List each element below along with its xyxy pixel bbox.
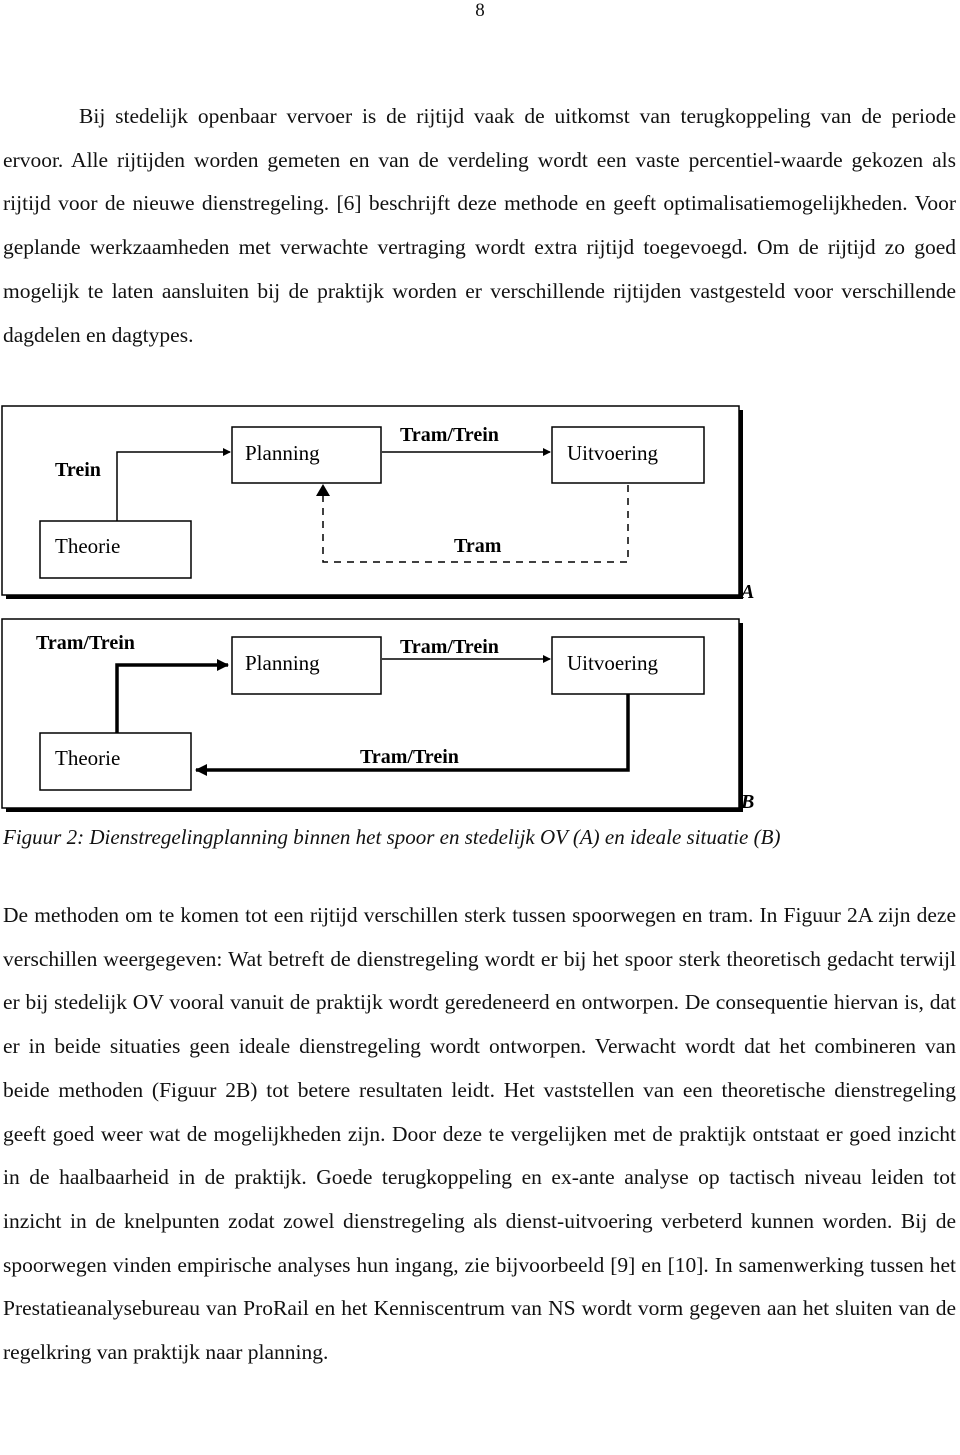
panel-b-theorie-label: Theorie bbox=[55, 746, 121, 770]
paragraph-intro: Bij stedelijk openbaar vervoer is de rijtijd vaak de uitkomst van terugkoppeling van de periode ervoor. Alle rijtijden worden gemeten en van de verdeling wordt een vaste percentiel-waarde gekozen als rijtijd voor de nieuwe dienstregeling. [6] beschrijft deze methode en geeft optimalisatiemogelijkheden. Voor geplande werkzaamheden met verwachte vertraging wordt extra rijtijd toegevoegd. Om de rijtijd zo goed mogelijk te laten aansluiten bij de praktijk worden er verschillende rijtijden vastgesteld voor verschillende dagdelen en dagtypes. bbox=[3, 104, 956, 347]
panel-b-tram-trein-top-label: Tram/Trein bbox=[400, 636, 499, 658]
panel-a-letter: A bbox=[741, 581, 755, 603]
paragraph-body: De methoden om te komen tot een rijtijd verschillen sterk tussen spoorwegen en tram. In Figuur 2A zijn deze verschillen weergegeven: Wat betreft de dienstregeling wordt er bij het spoor sterk theoretisch gedacht terwijl er bij stedelijk OV vooral vanuit de praktijk wordt geredeneerd en ontworpen. De consequentie hiervan is, dat er in beide situaties geen ideale dienstregeling wordt ontworpen. Verwacht wordt dat het combineren van beide methoden (Figuur 2B) tot betere resultaten leidt. Het vaststellen van een theoretische dienstregeling geeft goed weer wat de mogelijkheden zijn. Door deze te vergelijken met de praktijk ontstaat er goed inzicht in de haalbaarheid in de praktijk. Goede terugkoppeling en ex-ante analyse op tactisch niveau leiden tot inzicht in de knelpunten zodat zowel dienstregeling als dienst-uitvoering verbeterd kunnen worden. Bij de spoorwegen vinden empirische analyses hun ingang, zie bijvoorbeeld [9] en [10]. In samenwerking tussen het Prestatieanalysebureau van ProRail en het Kenniscentrum van NS wordt vorm gegeven aan het sluiten van de regelkring van praktijk naar planning. bbox=[3, 903, 956, 1365]
figure-caption: Figuur 2: Dienstregelingplanning binnen het spoor en stedelijk OV (A) en ideale situatie (B) bbox=[3, 825, 781, 849]
panel-a bbox=[2, 406, 754, 603]
panel-a-theorie-label: Theorie bbox=[55, 534, 121, 558]
panel-b-planning-label: Planning bbox=[245, 651, 320, 675]
panel-a-uitvoering-label: Uitvoering bbox=[567, 441, 658, 465]
panel-b-letter: B bbox=[741, 791, 755, 813]
panel-a-trein-label: Trein bbox=[55, 459, 101, 481]
panel-b-tram-trein-bottom-label: Tram/Trein bbox=[360, 746, 459, 768]
panel-a-planning-label: Planning bbox=[245, 441, 320, 465]
panel-a-tram-trein-label: Tram/Trein bbox=[400, 424, 499, 446]
panel-b-tram-trein-left-label: Tram/Trein bbox=[36, 632, 135, 654]
panel-b bbox=[2, 619, 754, 813]
panel-a-tram-label: Tram bbox=[454, 535, 502, 557]
page-number: 8 bbox=[475, 0, 485, 21]
panel-b-uitvoering-label: Uitvoering bbox=[567, 651, 658, 675]
